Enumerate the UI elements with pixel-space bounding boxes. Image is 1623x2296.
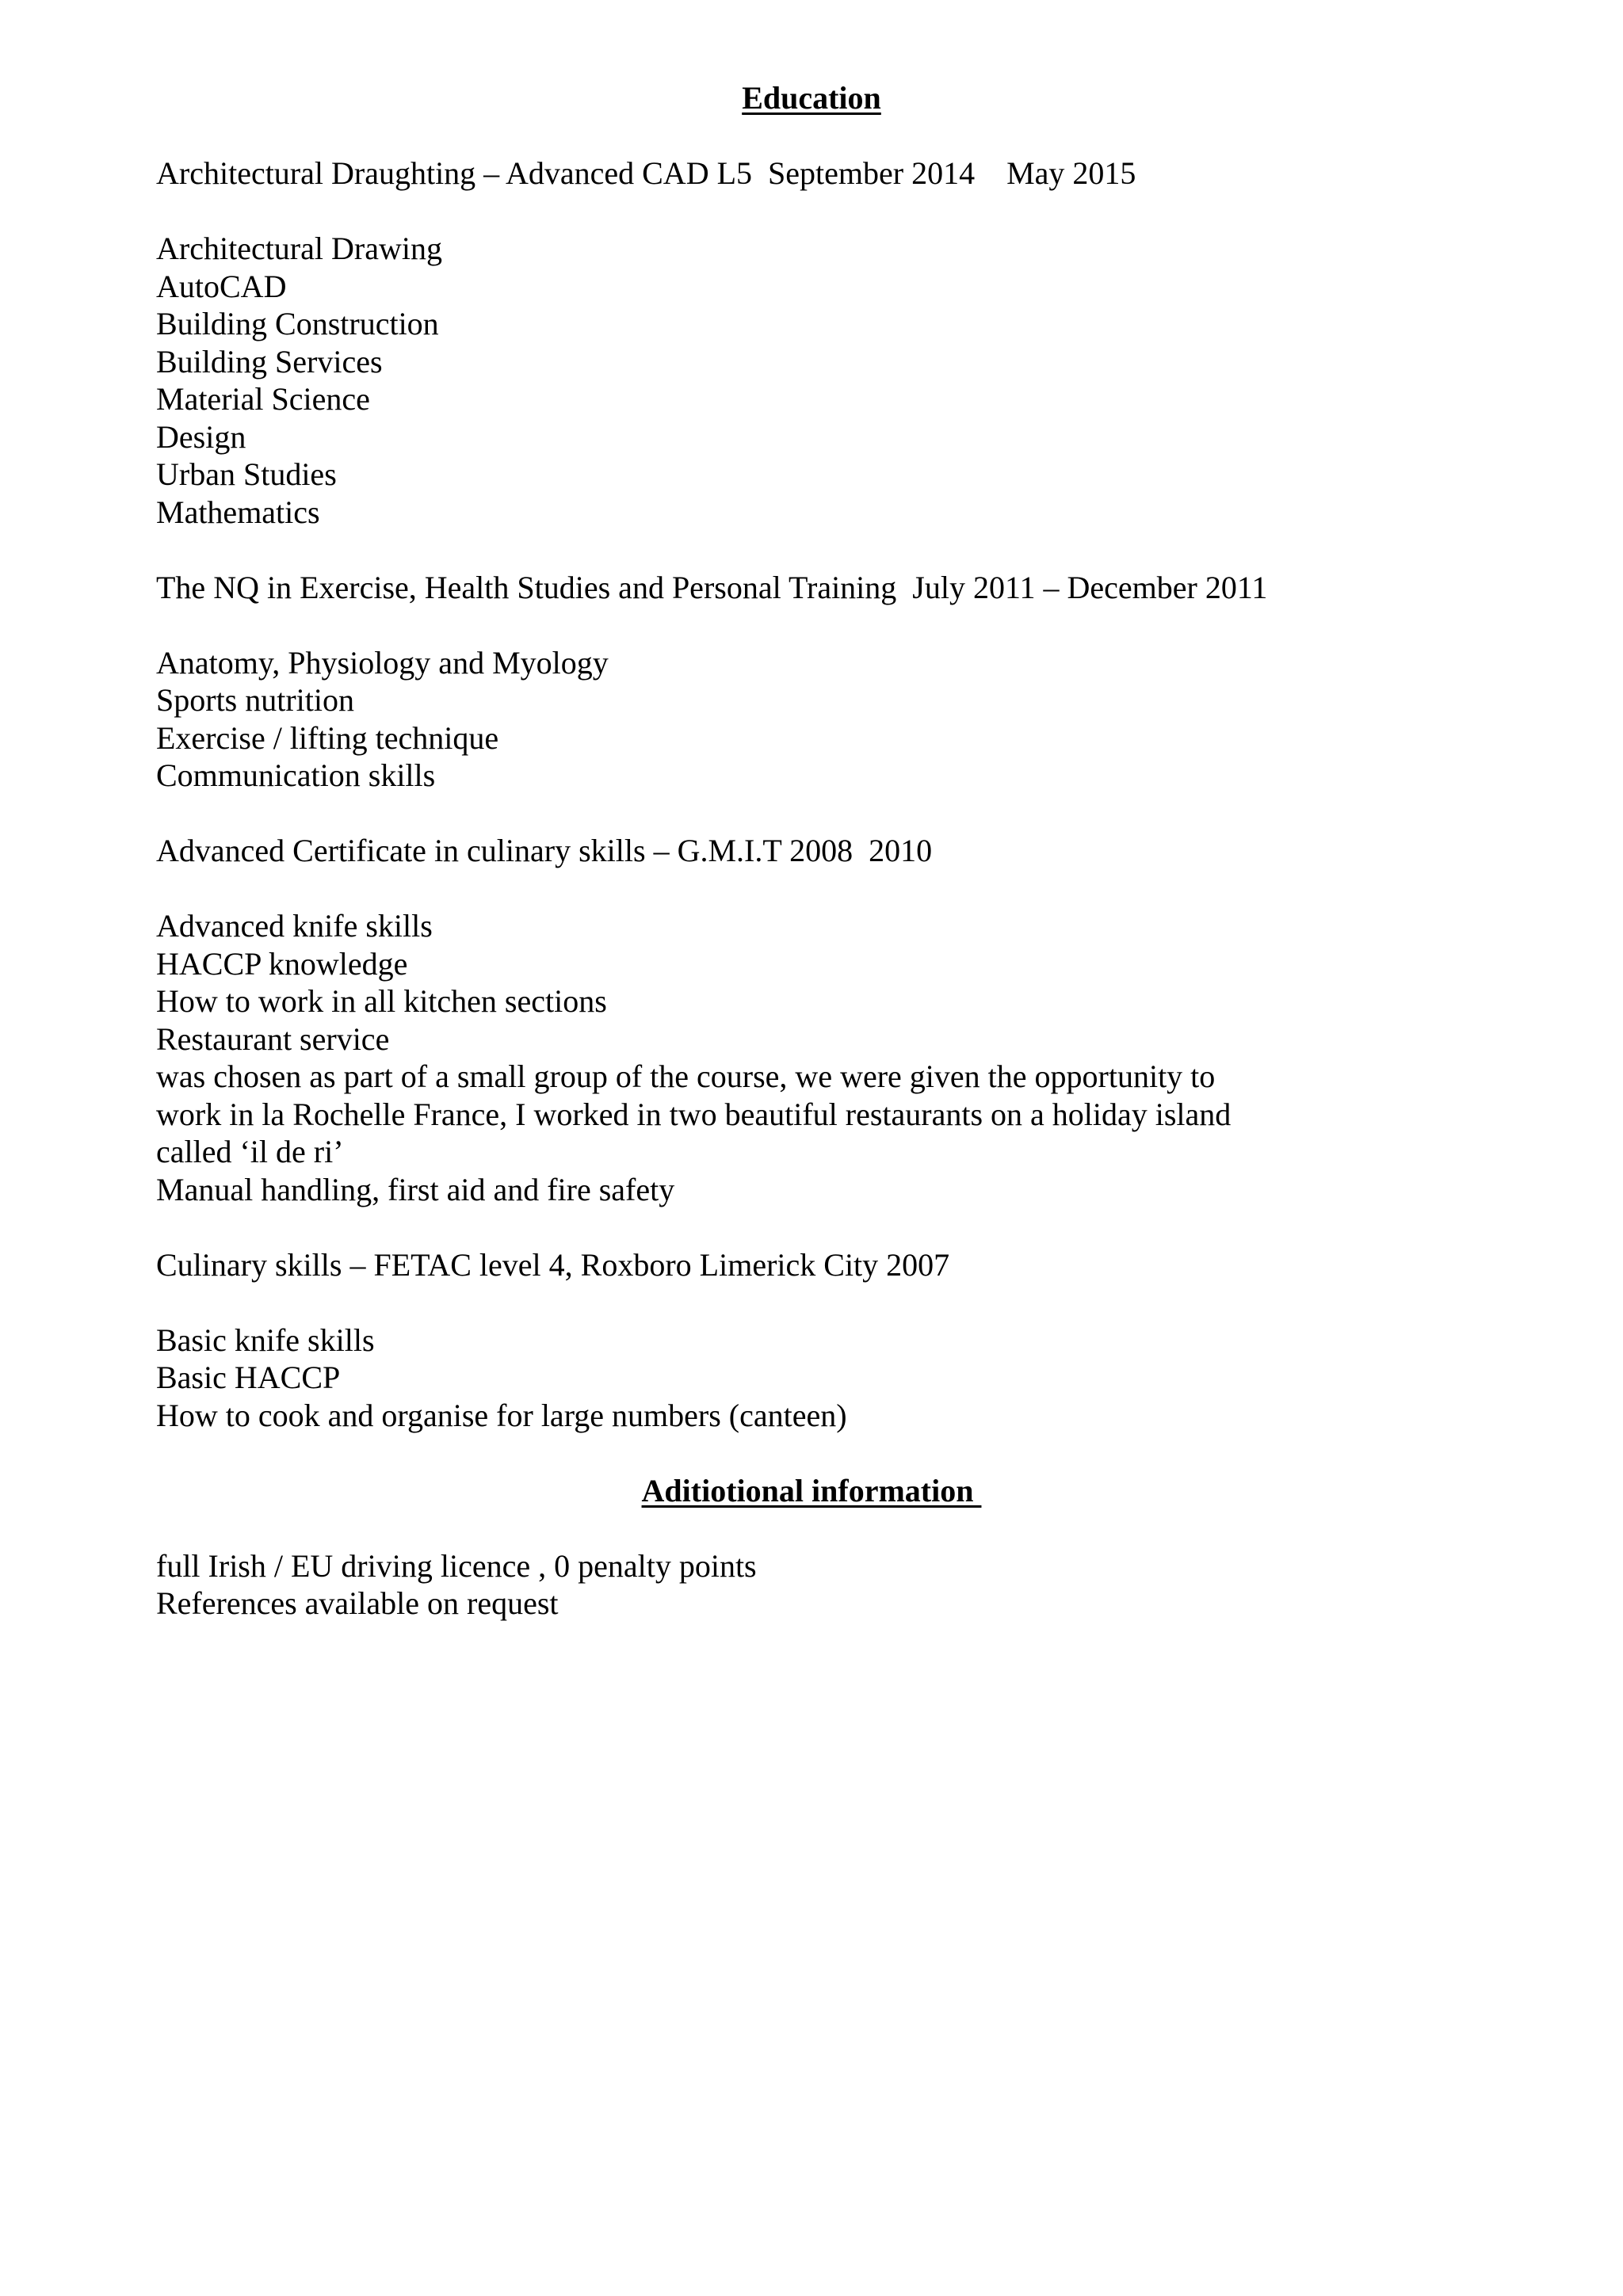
course-title: The NQ in Exercise, Health Studies and Personal Training July 2011 – December 2011: [156, 569, 1268, 605]
spacer: [156, 795, 1472, 833]
course-item: Urban Studies: [156, 456, 337, 492]
course-item: HACCP knowledge: [156, 945, 408, 982]
course-item: Manual handling, first aid and fire safety: [156, 1171, 675, 1207]
course-item: Basic knife skills: [156, 1322, 375, 1358]
course-title: Culinary skills – FETAC level 4, Roxboro Limerick City 2007: [156, 1246, 950, 1283]
spacer: [156, 531, 1472, 569]
spacer: [156, 193, 1472, 231]
course-item: Advanced knife skills: [156, 908, 433, 944]
course-item: Anatomy, Physiology and Myology: [156, 644, 609, 681]
course-item: Sports nutrition: [156, 682, 355, 718]
course-item: Material Science: [156, 381, 370, 417]
course-item: How to work in all kitchen sections: [156, 983, 607, 1019]
course-item: was chosen as part of a small group of the course, we were given the opportunity to: [156, 1058, 1216, 1094]
additional-heading: Aditiotional information: [641, 1472, 982, 1508]
spacer: [156, 1434, 1472, 1472]
additional-item: full Irish / EU driving licence , 0 penalty points: [156, 1547, 757, 1584]
education-heading-row: [0, 79, 1623, 117]
document-page: [156, 79, 1472, 1623]
additional-heading-row: [0, 1472, 1623, 1510]
course-item: AutoCAD: [156, 268, 287, 304]
education-heading: Education: [742, 80, 881, 116]
spacer: [156, 1208, 1472, 1246]
spacer: [156, 870, 1472, 908]
course-item: Restaurant service: [156, 1020, 390, 1057]
spacer: [156, 1509, 1472, 1547]
additional-item: References available on request: [156, 1585, 559, 1621]
course-item: Building Construction: [156, 306, 439, 341]
course-item: Building Services: [156, 343, 383, 379]
course-item: Design: [156, 418, 246, 455]
course-item: Exercise / lifting technique: [156, 719, 499, 756]
course-title: Advanced Certificate in culinary skills – G.M.I.T 2008 2010: [156, 833, 933, 868]
spacer: [156, 117, 1472, 155]
course-item: Mathematics: [156, 494, 320, 530]
course-item: How to cook and organise for large numbers (canteen): [156, 1397, 847, 1433]
course-item: Architectural Drawing: [156, 231, 442, 266]
course-item: Communication skills: [156, 757, 436, 793]
course-item: Basic HACCP: [156, 1360, 341, 1395]
course-title: Architectural Draughting – Advanced CAD L5 September 2014 May 2015: [156, 155, 1136, 191]
spacer: [156, 1283, 1472, 1322]
course-item: work in la Rochelle France, I worked in two beautiful restaurants on a holiday island: [156, 1096, 1232, 1132]
course-item: called ‘il de ri’: [156, 1134, 344, 1169]
spacer: [156, 606, 1472, 644]
